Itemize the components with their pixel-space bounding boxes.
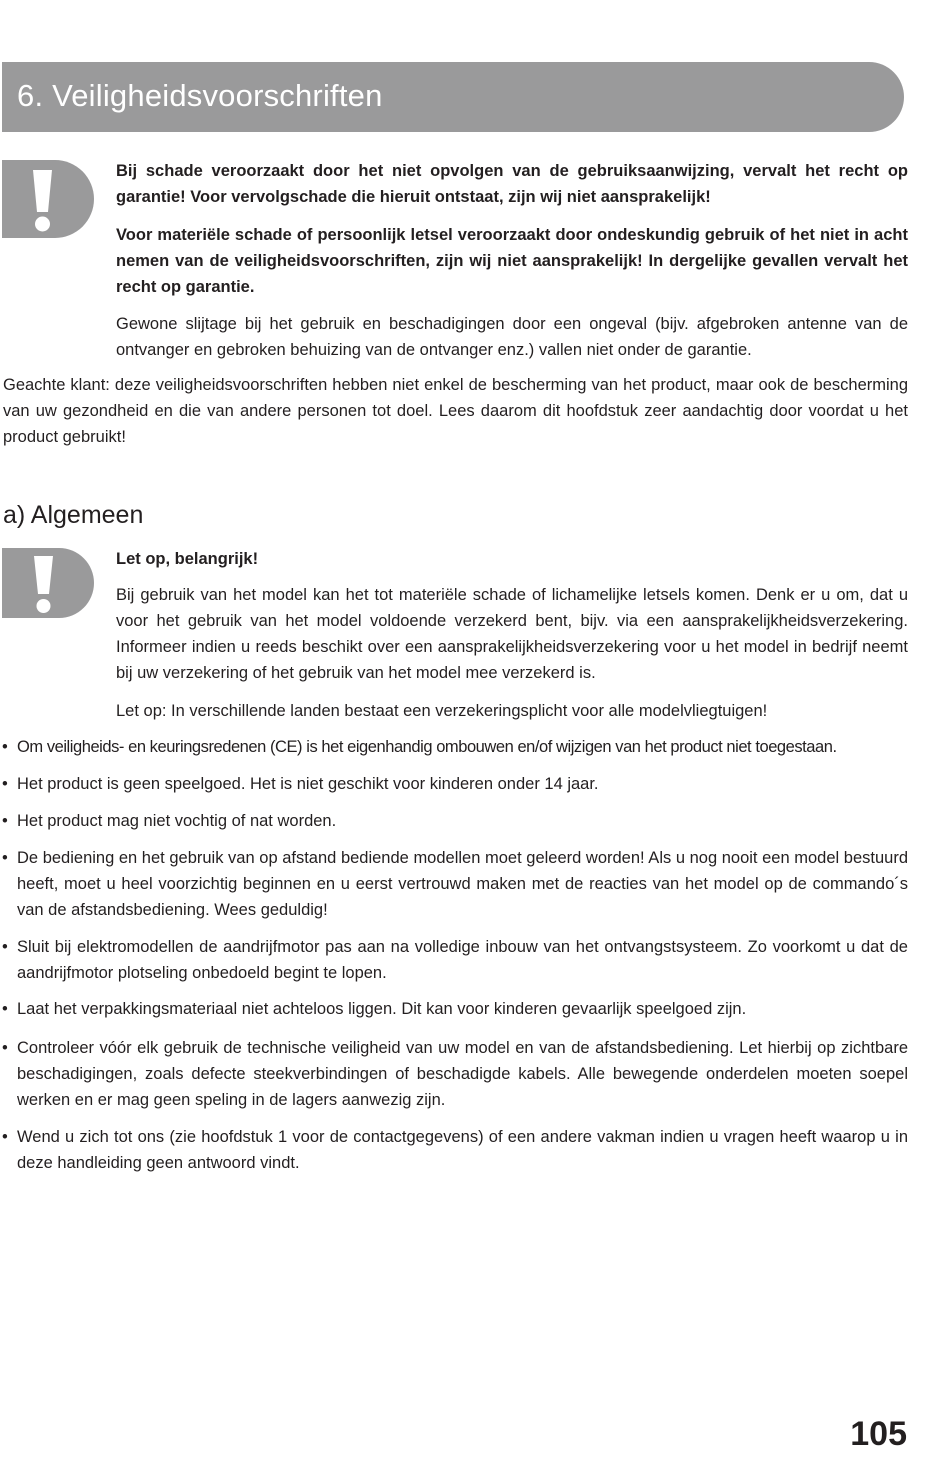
insurance-obligation-text: Let op: In verschillende landen bestaat een verzekeringsplicht voor alle modelvliegtuigen!: [116, 702, 768, 720]
list-item-text: Sluit bij elektromodellen de aandrijfmotor pas aan na volledige inbouw van het ontvangstsysteem. Zo voorkomt u dat de aandrijfmotor plotseling onbedoeld begint te lopen.: [17, 938, 908, 982]
list-item: [2, 934, 908, 986]
list-item-text: Het product mag niet vochtig of nat worden.: [17, 812, 337, 830]
bullet-symbol: •: [2, 738, 8, 756]
exclamation-icon: [2, 548, 94, 618]
list-item-text: Laat het verpakkingsmateriaal niet achteloos liggen. Dit kan voor kinderen gevaarlijk speelgoed zijn.: [17, 1000, 747, 1018]
list-item: [2, 734, 908, 760]
intro-paragraph: Geachte klant: deze veiligheidsvoorschriften hebben niet enkel de bescherming van het product, maar ook de bescherming van uw gezondheid en die van andere personen tot doel. Lees daarom dit hoofdstuk zeer aandachtig door voordat u het product gebruikt!: [3, 376, 908, 446]
list-item: [2, 1035, 908, 1113]
bullet-symbol: •: [2, 1039, 8, 1057]
list-item-text: Controleer vóór elk gebruik de technische veiligheid van uw model en van de afstandsbediening. Let hierbij op zichtbare beschadigingen, zoals defecte steekverbindingen of beschadigde kabels. Alle bewegende onderdelen moeten soepel werken en er mag geen speling in de lagers aanwezig zijn.: [17, 1039, 908, 1109]
list-item-text: Om veiligheids- en keuringsredenen (CE) is het eigenhandig ombouwen en/of wijzigen van het product niet toegestaan.: [17, 738, 837, 756]
list-item: [2, 808, 908, 834]
bullet-symbol: •: [2, 1128, 8, 1146]
exclamation-icon: [2, 160, 94, 238]
warning-heading: Let op, belangrijk!: [116, 550, 259, 568]
list-item: [2, 1124, 908, 1176]
insurance-text: Bij gebruik van het model kan het tot materiële schade of lichamelijke letsels komen. Denk er u om, dat u voor het gebruik van het model voldoende verzekerd bent, bijv. via een aansprakelijkheidsverzekering. Informeer indien u reeds beschikt over een aansprakelijkheidsverzekering voor u het model in bedrijf neemt bij uw verzekering of het gebruik van het model mee verzekerd is.: [116, 586, 908, 682]
bullet-symbol: •: [2, 775, 8, 793]
liability-warning-text: Voor materiële schade of persoonlijk letsel veroorzaakt door ondeskundig gebruik of het niet in acht nemen van de veiligheidsvoorschriften, zijn wij niet aansprakelijk! In dergelijke gevallen vervalt het recht op garantie.: [116, 226, 908, 296]
chapter-title: 6. Veiligheidsvoorschriften: [17, 78, 383, 113]
bullet-symbol: •: [2, 849, 8, 867]
list-item: [2, 996, 908, 1022]
list-item-text: De bediening en het gebruik van op afstand bediende modellen moet geleerd worden! Als u nog nooit een model bestuurd heeft, moet u heel voorzichtig beginnen en u eerst vertrouwd maken met de reacties van het model op de commando´s van de afstandsbediening. Wees geduldig!: [17, 849, 908, 919]
wear-exclusion-text: Gewone slijtage bij het gebruik en beschadigingen door een ongeval (bijv. afgebroken antenne van de ontvanger en gebroken behuizing van de ontvanger enz.) vallen niet onder de garantie.: [116, 315, 908, 359]
page-number: 105: [850, 1415, 907, 1453]
bullet-symbol: •: [2, 1000, 8, 1018]
bullet-symbol: •: [2, 812, 8, 830]
list-item-text: Wend u zich tot ons (zie hoofdstuk 1 voor de contactgegevens) of een andere vakman indien u vragen heeft waarop u in deze handleiding geen antwoord vindt.: [17, 1128, 908, 1172]
bullet-symbol: •: [2, 938, 8, 956]
list-item-text: Het product is geen speelgoed. Het is niet geschikt voor kinderen onder 14 jaar.: [17, 775, 599, 793]
warranty-warning-text: Bij schade veroorzaakt door het niet opvolgen van de gebruiksaanwijzing, vervalt het recht op garantie! Voor vervolgschade die hieruit ontstaat, zijn wij niet aansprakelijk!: [116, 162, 908, 206]
list-item: [2, 845, 908, 923]
section-title: a) Algemeen: [3, 501, 144, 529]
list-item: [2, 771, 908, 797]
